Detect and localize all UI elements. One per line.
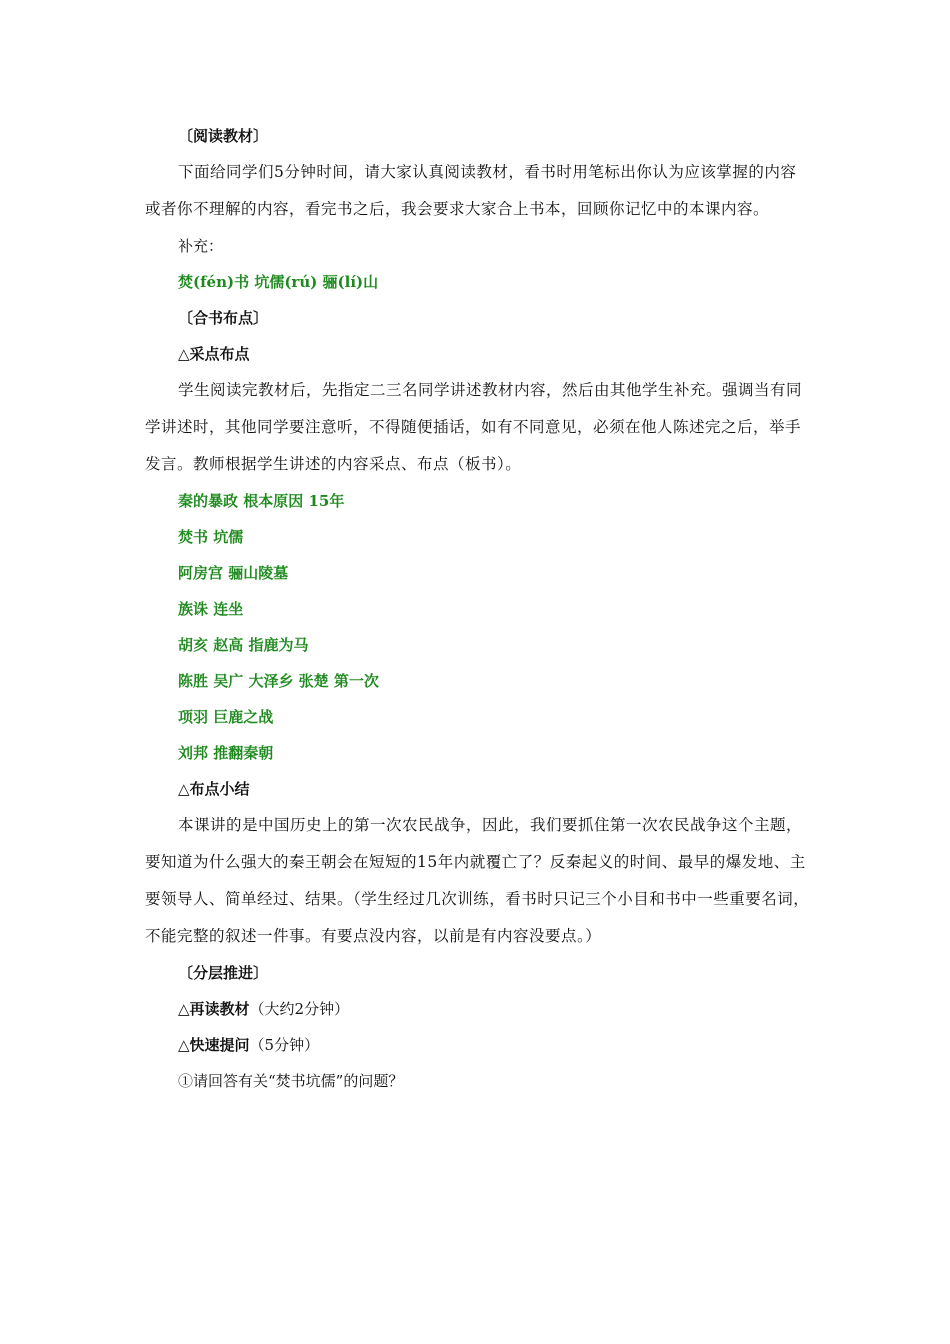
- read-textbook-paragraph: 下面给同学们5分钟时间，请大家认真阅读教材，看书时用笔标出你认为应该掌握的内容或者你不理解的内容，看完书之后，我会要求大家合上书本，回顾你记忆中的本课内容。: [145, 163, 797, 218]
- point-item: 阿房宫 骊山陵墓: [178, 564, 289, 582]
- point-item: 胡亥 赵高 指鹿为马: [178, 636, 309, 654]
- collect-points-paragraph: 学生阅读完教材后，先指定二三名同学讲述教材内容，然后由其他学生补充。强调当有同学讲述时，其他同学要注意听，不得随便插话，如有不同意见，必须在他人陈述完之后，举手发言。教师根据学生讲述的内容采点、布点（板书）。: [145, 381, 803, 473]
- section-heading-read-textbook: 〔阅读教材〕: [178, 127, 269, 145]
- summary-paragraph: 本课讲的是中国历史上的第一次农民战争，因此，我们要抓住第一次农民战争这个主题，要知道为什么强大的秦王朝会在短短的15年内就覆亡了？反秦起义的时间、最早的爆发地、主要领导人、简单经过、结果。（学生经过几次训练，看书时只记三个小目和书中一些重要名词，不能完整的叙述一件事。有要点没内容，以前是有内容没要点。）: [145, 816, 810, 945]
- document-page: [145, 118, 810, 1099]
- point-item: 秦的暴政 根本原因 15年: [178, 492, 345, 510]
- point-item: 焚书 坑儒: [178, 528, 244, 546]
- question-item: ①请回答有关“焚书坑儒”的问题？: [178, 1072, 404, 1090]
- sub-heading-collect-points: △采点布点: [178, 345, 250, 363]
- reread-note: （大约2分钟）: [249, 1000, 350, 1018]
- supplement-terms: 焚(fén)书 坑儒(rú) 骊(lí)山: [178, 273, 379, 291]
- reread-title: △再读教材: [178, 1000, 250, 1018]
- supplement-label: 补充：: [178, 237, 224, 255]
- point-item: 刘邦 推翻秦朝: [178, 744, 274, 762]
- section-heading-layered-progress: 〔分层推进〕: [178, 964, 269, 982]
- quick-questions-note: （5分钟）: [249, 1036, 320, 1054]
- quick-questions-title: △快速提问: [178, 1036, 250, 1054]
- sub-heading-summary: △布点小结: [178, 780, 250, 798]
- section-heading-close-book: 〔合书布点〕: [178, 309, 269, 327]
- point-item: 陈胜 吴广 大泽乡 张楚 第一次: [178, 672, 379, 690]
- point-item: 项羽 巨鹿之战: [178, 708, 274, 726]
- sub-heading-reread: [145, 991, 810, 1027]
- sub-heading-quick-questions: [145, 1027, 810, 1063]
- point-item: 族诛 连坐: [178, 600, 244, 618]
